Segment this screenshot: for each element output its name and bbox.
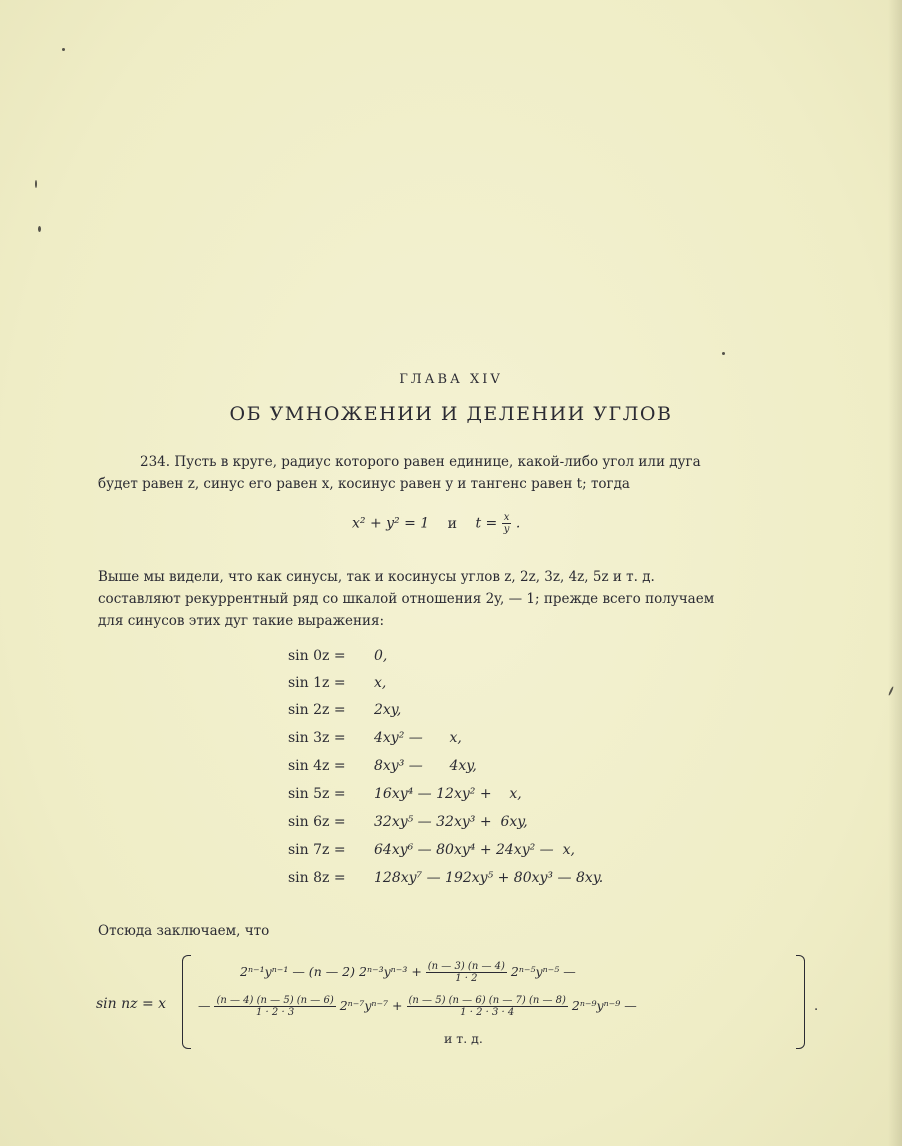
sine-row xyxy=(288,814,528,830)
fraction-numerator: x xyxy=(503,512,510,523)
sine-row xyxy=(288,870,603,886)
fraction-numerator: (n — 3) (n — 4) xyxy=(427,961,505,972)
formula-term: 2ⁿ⁻⁷yⁿ⁻⁷ + xyxy=(339,998,407,1013)
chapter-heading: ГЛАВА XIV xyxy=(399,372,503,387)
fraction-denominator: y xyxy=(503,524,510,535)
sine-lhs: sin 8z = xyxy=(288,870,346,886)
fraction xyxy=(407,995,568,1018)
fraction-x-over-y xyxy=(502,512,512,535)
sine-lhs: sin 6z = xyxy=(288,814,346,830)
sine-row xyxy=(288,648,387,664)
sine-rhs: 8xy³ — 4xy, xyxy=(374,758,477,774)
sine-rhs: 4xy² — x, xyxy=(374,730,462,746)
paragraph-line: будет равен z, синус его равен x, косинус равен y и тангенс равен t; тогда xyxy=(98,476,630,492)
paragraph-line: для синусов этих дуг такие выражения: xyxy=(98,613,385,629)
page-edge-shadow xyxy=(888,0,902,1146)
equation-left: x² + y² = 1 xyxy=(352,515,430,532)
formula-line-3: и т. д. xyxy=(444,1031,483,1046)
sine-row xyxy=(288,702,401,718)
sine-row xyxy=(288,758,477,774)
equation-end: . xyxy=(515,515,521,532)
paragraph-conclusion: Отсюда заключаем, что xyxy=(98,923,270,939)
general-sine-formula xyxy=(96,955,826,1055)
paper-speck xyxy=(62,48,65,51)
sine-row xyxy=(288,786,522,802)
formula-term: 2ⁿ⁻⁵yⁿ⁻⁵ — xyxy=(510,964,576,979)
fraction-numerator: (n — 5) (n — 6) (n — 7) (n — 8) xyxy=(408,995,566,1006)
sine-lhs: sin 4z = xyxy=(288,758,346,774)
formula-term: 2ⁿ⁻⁹yⁿ⁻⁹ — xyxy=(571,998,637,1013)
sine-rhs: 2xy, xyxy=(374,702,402,718)
paragraph-line: Выше мы видели, что как синусы, так и косинусы углов z, 2z, 3z, 4z, 5z и т. д. xyxy=(98,569,655,585)
sine-rhs: 64xy⁶ — 80xy⁴ + 24xy² — x, xyxy=(374,842,575,858)
formula-line-2 xyxy=(198,995,637,1018)
formula-line-1 xyxy=(240,961,576,984)
sine-rhs: 16xy⁴ — 12xy² + x, xyxy=(374,786,522,802)
sine-lhs: sin 7z = xyxy=(288,842,346,858)
sine-row xyxy=(288,675,386,691)
fraction xyxy=(214,995,335,1018)
formula-term: — xyxy=(198,998,215,1013)
fraction-denominator: 1 · 2 · 3 · 4 xyxy=(460,1007,515,1018)
fraction-numerator: (n — 4) (n — 5) (n — 6) xyxy=(216,995,334,1006)
sine-row xyxy=(288,842,575,858)
sine-lhs: sin 2z = xyxy=(288,702,346,718)
paragraph-234 xyxy=(98,451,818,495)
sine-lhs: sin 3z = xyxy=(288,730,346,746)
fraction-denominator: 1 · 2 xyxy=(455,973,478,984)
paper-speck xyxy=(38,226,41,232)
formula-lhs: sin nz = x xyxy=(96,996,167,1012)
chapter-title: ОБ УМНОЖЕНИИ И ДЕЛЕНИИ УГЛОВ xyxy=(229,403,673,425)
fraction-denominator: 1 · 2 · 3 xyxy=(256,1007,295,1018)
right-brace xyxy=(796,955,805,1049)
sine-lhs: sin 1z = xyxy=(288,675,346,691)
paragraph-line: составляют рекуррентный ряд со шкалой отношения 2y, — 1; прежде всего получаем xyxy=(98,591,715,607)
paper-speck xyxy=(35,180,37,188)
sine-lhs: sin 0z = xyxy=(288,648,346,664)
sine-rhs: 32xy⁵ — 32xy³ + 6xy, xyxy=(374,814,528,830)
equation-t: t = xyxy=(475,515,498,532)
paper-speck xyxy=(722,352,725,355)
sine-row xyxy=(288,730,462,746)
sine-rhs: 128xy⁷ — 192xy⁵ + 80xy³ — 8xy. xyxy=(374,870,604,886)
sine-rhs: 0, xyxy=(374,648,388,664)
formula-term: 2ⁿ⁻¹yⁿ⁻¹ — (n — 2) 2ⁿ⁻³yⁿ⁻³ + xyxy=(240,964,426,979)
formula-end: . xyxy=(814,999,819,1014)
equation-pythagorean xyxy=(352,512,520,535)
sine-rhs: x, xyxy=(374,675,387,691)
equation-separator: и xyxy=(447,515,457,532)
sine-lhs: sin 5z = xyxy=(288,786,346,802)
paragraph-recurrent xyxy=(98,566,818,632)
fraction xyxy=(426,961,507,984)
left-brace xyxy=(182,955,191,1049)
paragraph-line: 234. Пусть в круге, радиус которого равен единице, какой-либо угол или дуга xyxy=(140,454,701,470)
